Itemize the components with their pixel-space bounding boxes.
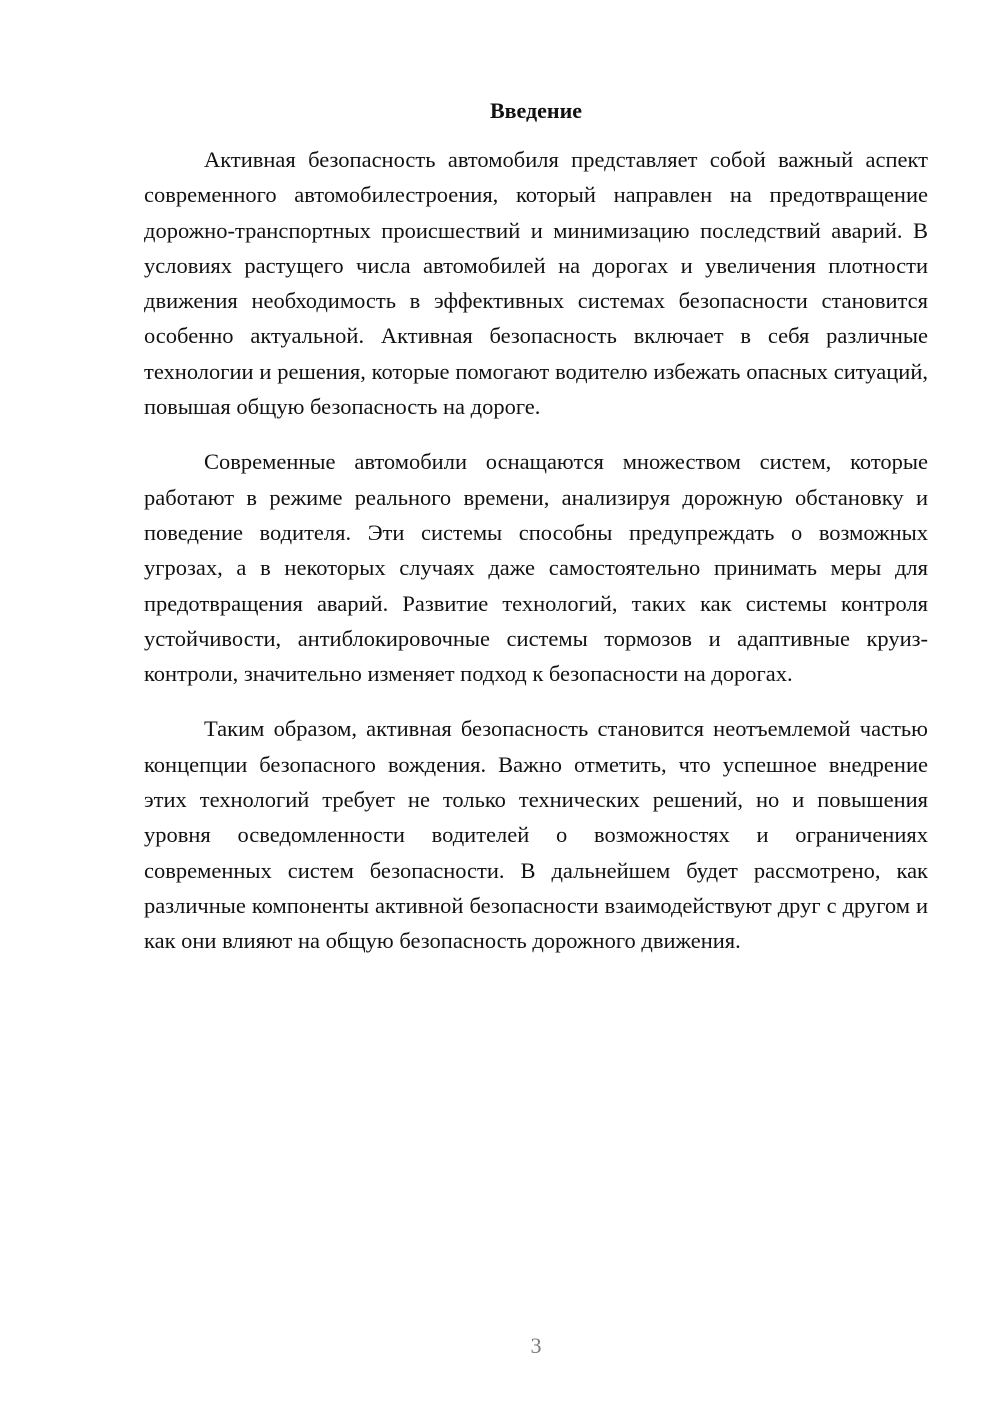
section-heading: Введение <box>489 98 583 123</box>
paragraph-3: Таким образом, активная безопасность становится неотъемлемой частью концепции безопасного вождения. Важно отметить, что успешное внедрение этих технологий требует не только технических решений, но и повышения уровня осведомленности водителей о возможностях и ограничениях современных систем безопасности. В дальнейшем будет рассмотрено, как различные компоненты активной безопасности взаимодействуют друг с другом и как они влияют на общую безопасность дорожного движения. <box>144 716 928 954</box>
page-number: 3 <box>530 1333 542 1358</box>
paragraph-2: Современные автомобили оснащаются множеством систем, которые работают в режиме реального времени, анализируя дорожную обстановку и поведение водителя. Эти системы способны предупреждать о возможных угрозах, а в некоторых случаях даже самостоятельно принимать меры для предотвращения аварий. Развитие технологий, таких как системы контроля устойчивости, антиблокировочные системы тормозов и адаптивные круиз-контроли, значительно изменяет подход к безопасности на дорогах. <box>144 449 928 687</box>
paragraph-1: Активная безопасность автомобиля представляет собой важный аспект современного автомобилестроения, который направлен на предотвращение дорожно-транспортных происшествий и минимизацию последствий аварий. В условиях растущего числа автомобилей на дорогах и увеличения плотности движения необходимость в эффективных системах безопасности становится особенно актуальной. Активная безопасность включает в себя различные технологии и решения, которые помогают водителю избежать опасных ситуаций, повышая общую безопасность на дороге. <box>144 147 928 420</box>
page-content <box>144 92 928 979</box>
